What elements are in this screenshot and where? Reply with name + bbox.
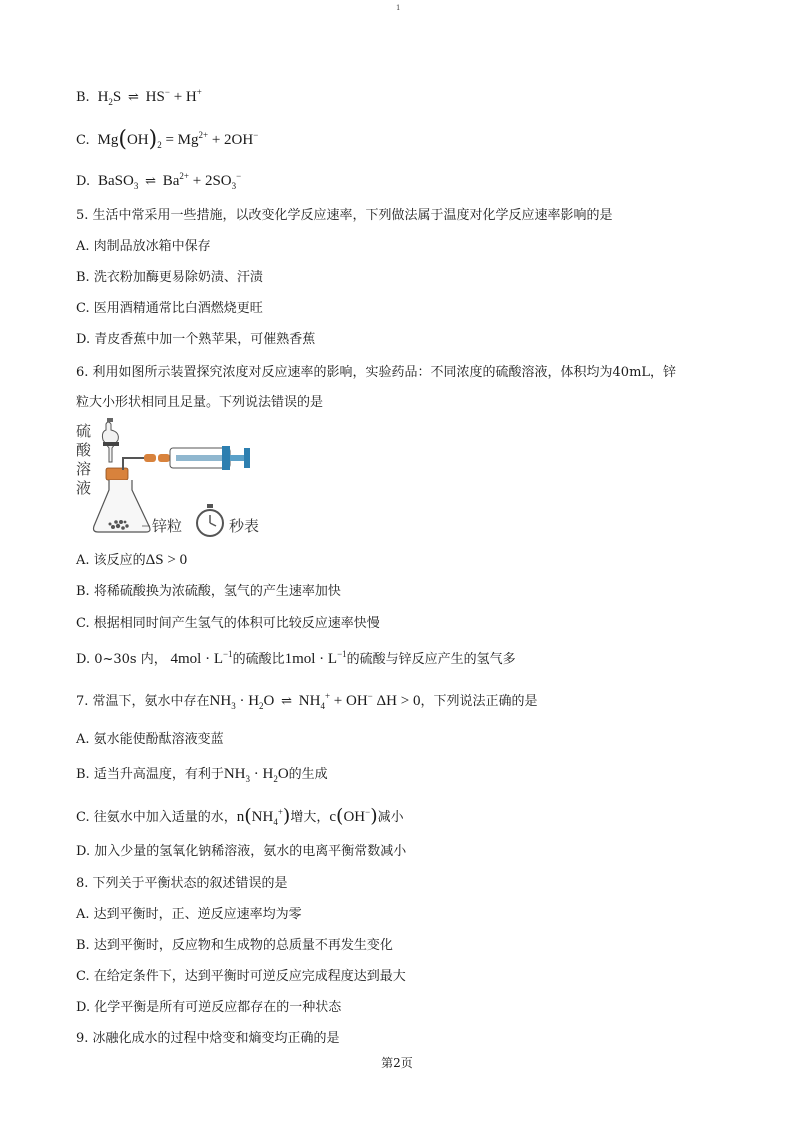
stopwatch-icon (197, 504, 223, 536)
q7-option-c: C. 往氨水中加入适量的水，$n(NH_4^+)$增大，c(OH−)减小 (76, 805, 404, 827)
rubber-stopper (106, 468, 128, 480)
q4-option-c-formula: $Mg(OH)_2 = Mg^{2+} + 2OH^-$ (93, 127, 259, 152)
q7-stem: 7. 常温下，氨水中存在$NH_3 \cdot H_2O$ ⇌ $NH_4^+ + OH^-$ ΔH > 0，下列说法正确的是 (76, 691, 538, 711)
q5-option-b: B. 洗衣粉加酶更易除奶渍、汗渍 (76, 270, 263, 285)
q7-c-ammonium: $n(NH_4^+)$ (236, 805, 291, 827)
q6-option-a: A. 该反应的ΔS > 0 (76, 552, 188, 568)
q6-apparatus-figure (76, 418, 276, 540)
q8-option-b: B. 达到平衡时，反应物和生成物的总质量不再发生变化 (76, 938, 393, 953)
q6-option-d: D. 0~30s 内， $4mol \cdot L^{-1}$的硫酸比$1mol \cdot L^{-1}$的硫酸与锌反应产生的氢气多 (76, 649, 516, 667)
zinc-label: 锌粒 (152, 517, 183, 535)
page-footer: 第2页 (381, 1056, 413, 1070)
q6-conc-4: $4mol \cdot L^{-1}$ (166, 649, 233, 667)
q4-option-c: C. $Mg(OH)_2 = Mg^{2+} + 2OH^-$ (76, 127, 259, 152)
gas-syringe (170, 446, 250, 470)
q8-option-d: D. 化学平衡是所有可逆反应都存在的一种状态 (76, 1000, 342, 1015)
q5-stem: 5. 生活中常采用一些措施，以改变化学反应速率，下列做法属于温度对化学反应速率影响的是 (76, 208, 613, 223)
q6-stem-line2: 粒大小形状相同且足量。下列说法错误的是 (76, 395, 324, 410)
q4-option-b: B. $H_2S$ ⇌ HS− + H+ (76, 87, 202, 107)
acid-label-char-3: 溶 (76, 460, 92, 478)
q9-stem: 9. 冰融化成水的过程中焓变和熵变均正确的是 (76, 1031, 340, 1046)
acid-label-char-4: 液 (76, 479, 92, 497)
q4-option-d: D. BaSO$_3$ ⇌ $Ba^{2+} + 2SO_3^-$ (76, 171, 242, 191)
page-mark: 1 (396, 4, 401, 12)
q6-stem-line1: 6. 利用如图所示装置探究浓度对反应速率的影响，实验药品：不同浓度的硫酸溶液，体积均为40mL，锌 (76, 365, 677, 380)
q5-option-a: A. 肉制品放冰箱中保存 (76, 239, 211, 254)
q7-option-a: A. 氨水能使酚酞溶液变蓝 (76, 732, 224, 747)
acid-label-char-2: 酸 (76, 441, 92, 459)
tube-connector-2 (158, 454, 170, 462)
q7-equilibrium-formula: $NH_3 \cdot H_2O$ ⇌ $NH_4^+ + OH^-$ ΔH > 0 (209, 691, 421, 711)
conical-flask (94, 480, 151, 532)
q7-b-formula: $NH_3 \cdot H_2O$ (223, 766, 289, 784)
q5-option-c: C. 医用酒精通常比白酒燃烧更旺 (76, 301, 263, 316)
separatory-funnel (102, 418, 119, 462)
q7-option-d: D. 加入少量的氢氧化钠稀溶液，氨水的电离平衡常数减小 (76, 844, 407, 859)
acid-label-char-1: 硫 (76, 422, 92, 440)
q6-option-b: B. 将稀硫酸换为浓硫酸，氢气的产生速率加快 (76, 584, 341, 599)
q4-option-b-formula: $H_2S$ ⇌ HS− + H+ (93, 87, 202, 107)
q7-c-hydroxide: c(OH−) (329, 805, 378, 827)
q8-stem: 8. 下列关于平衡状态的叙述错误的是 (76, 876, 288, 891)
stopwatch-label: 秒表 (229, 517, 260, 535)
q7-option-b: B. 适当升高温度，有利于$NH_3 \cdot H_2O$的生成 (76, 766, 328, 784)
tube-connector-1 (144, 454, 156, 462)
q6-conc-1: $1mol \cdot L^{-1}$ (284, 649, 347, 667)
q5-option-d: D. 青皮香蕉中加一个熟苹果，可催熟香蕉 (76, 332, 316, 347)
q6-option-a-formula: ΔS > 0 (145, 552, 188, 568)
q8-option-a: A. 达到平衡时，正、逆反应速率均为零 (76, 907, 302, 922)
q4-option-d-formula: BaSO$_3$ ⇌ $Ba^{2+} + 2SO_3^-$ (94, 171, 242, 191)
q8-option-c: C. 在给定条件下，达到平衡时可逆反应完成程度达到最大 (76, 969, 406, 984)
q6-option-c: C. 根据相同时间产生氢气的体积可比较反应速率快慢 (76, 616, 380, 631)
